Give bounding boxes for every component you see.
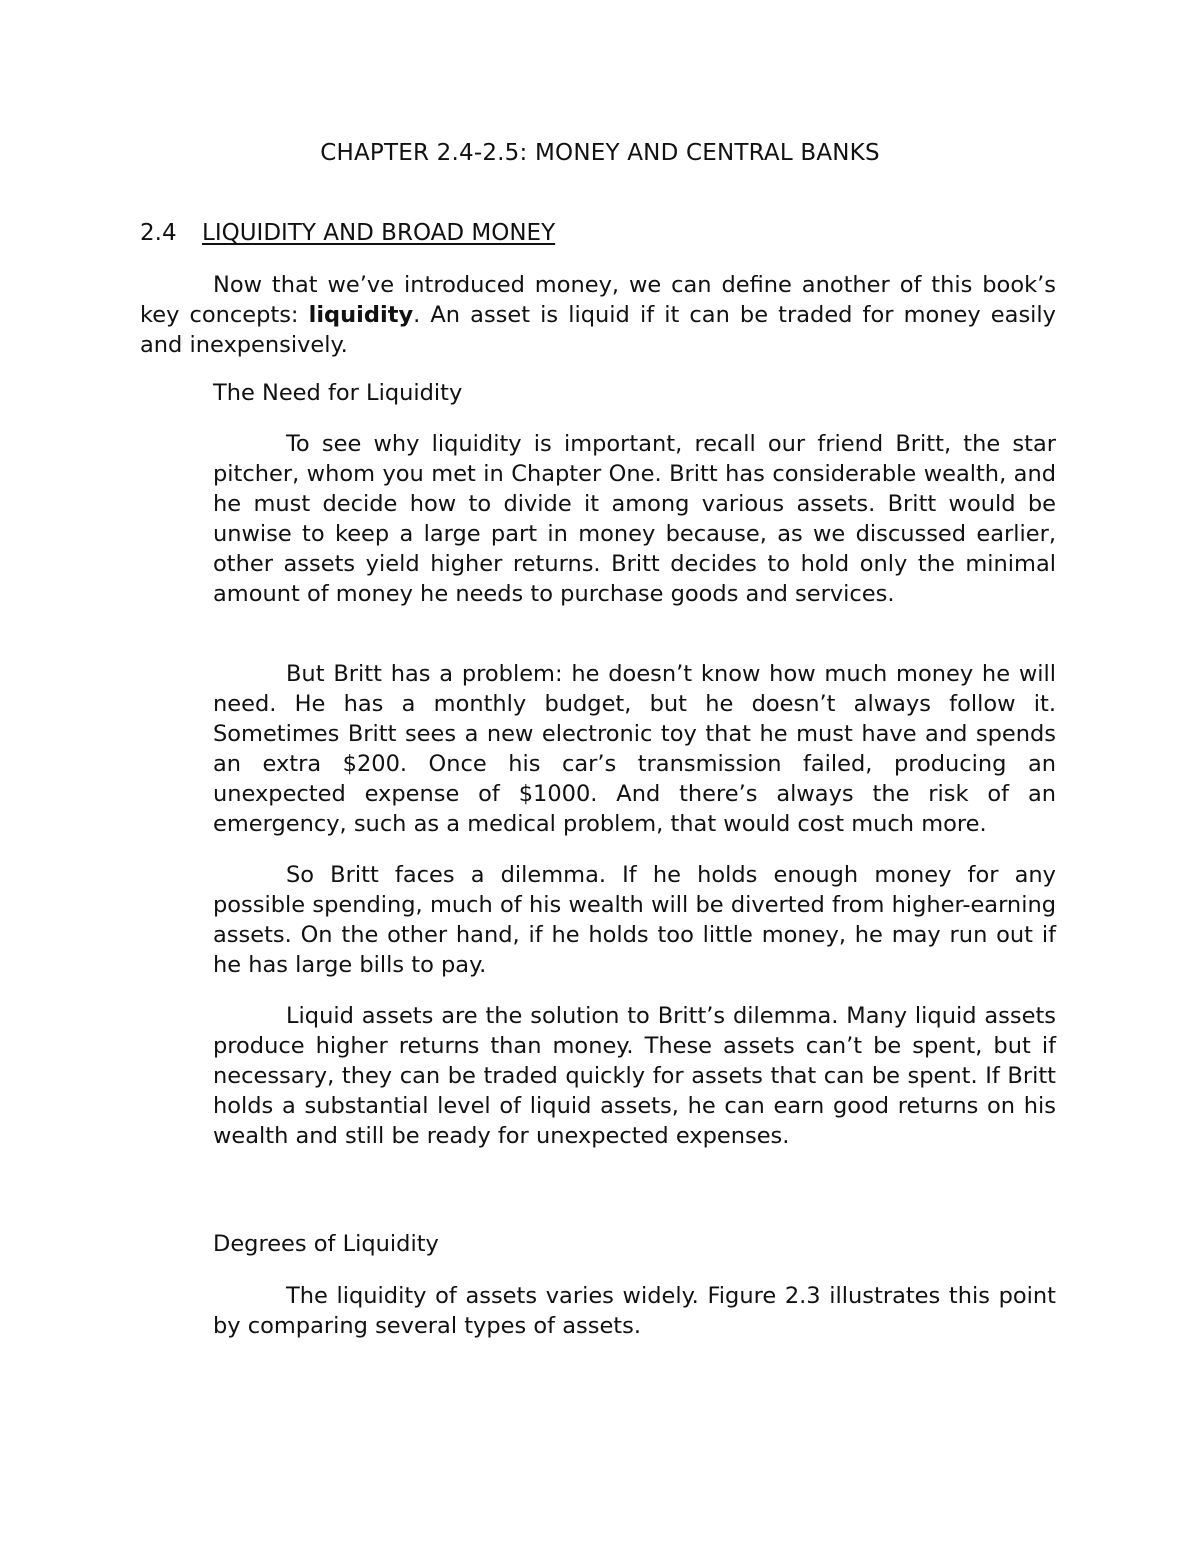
section-number: 2.4: [140, 220, 177, 246]
body-paragraph: To see why liquidity is important, recall our friend Britt, the star pitcher, whom you met in Chapter One. Britt has considerable wealth, and he must decide how to divide it among various assets. Britt would be unwise to keep a large part in money because, as we discussed earlier, other assets yield higher returns. Britt decides to hold only the minimal amount of money he needs to purchase goods and services.: [213, 431, 1056, 607]
intro-text-after: . An asset is liquid if it can be traded for money easily and inexpensively.: [140, 302, 1056, 358]
section-heading: [140, 220, 555, 246]
chapter-title: CHAPTER 2.4-2.5: MONEY AND CENTRAL BANKS: [320, 140, 880, 166]
intro-text-before: Now that we’ve introduced money, we can define another of this book’s key concepts:: [140, 272, 1056, 328]
key-term-liquidity: liquidity: [308, 302, 414, 328]
subsection-heading-degrees-of-liquidity: Degrees of Liquidity: [213, 1231, 439, 1257]
body-paragraph: So Britt faces a dilemma. If he holds enough money for any possible spending, much of his wealth will be diverted from higher-earning assets. On the other hand, if he holds too little money, he may run out if he has large bills to pay.: [213, 862, 1056, 978]
subsection-heading-need-for-liquidity: The Need for Liquidity: [213, 380, 463, 406]
body-paragraph: Liquid assets are the solution to Britt’s dilemma. Many liquid assets produce higher returns than money. These assets can’t be spent, but if necessary, they can be traded quickly for assets that can be spent. If Britt holds a substantial level of liquid assets, he can earn good returns on his wealth and still be ready for unexpected expenses.: [213, 1003, 1056, 1149]
body-paragraph: The liquidity of assets varies widely. Figure 2.3 illustrates this point by comparing several types of assets.: [213, 1283, 1056, 1339]
section-title: LIQUIDITY AND BROAD MONEY: [202, 220, 556, 246]
body-paragraph: But Britt has a problem: he doesn’t know how much money he will need. He has a monthly budget, but he doesn’t always follow it. Sometimes Britt sees a new electronic toy that he must have and spends an extra $200. Once his car’s transmission failed, producing an unexpected expense of $1000. And there’s always the risk of an emergency, such as a medical problem, that would cost much more.: [213, 661, 1056, 837]
intro-paragraph: [140, 270, 1056, 360]
